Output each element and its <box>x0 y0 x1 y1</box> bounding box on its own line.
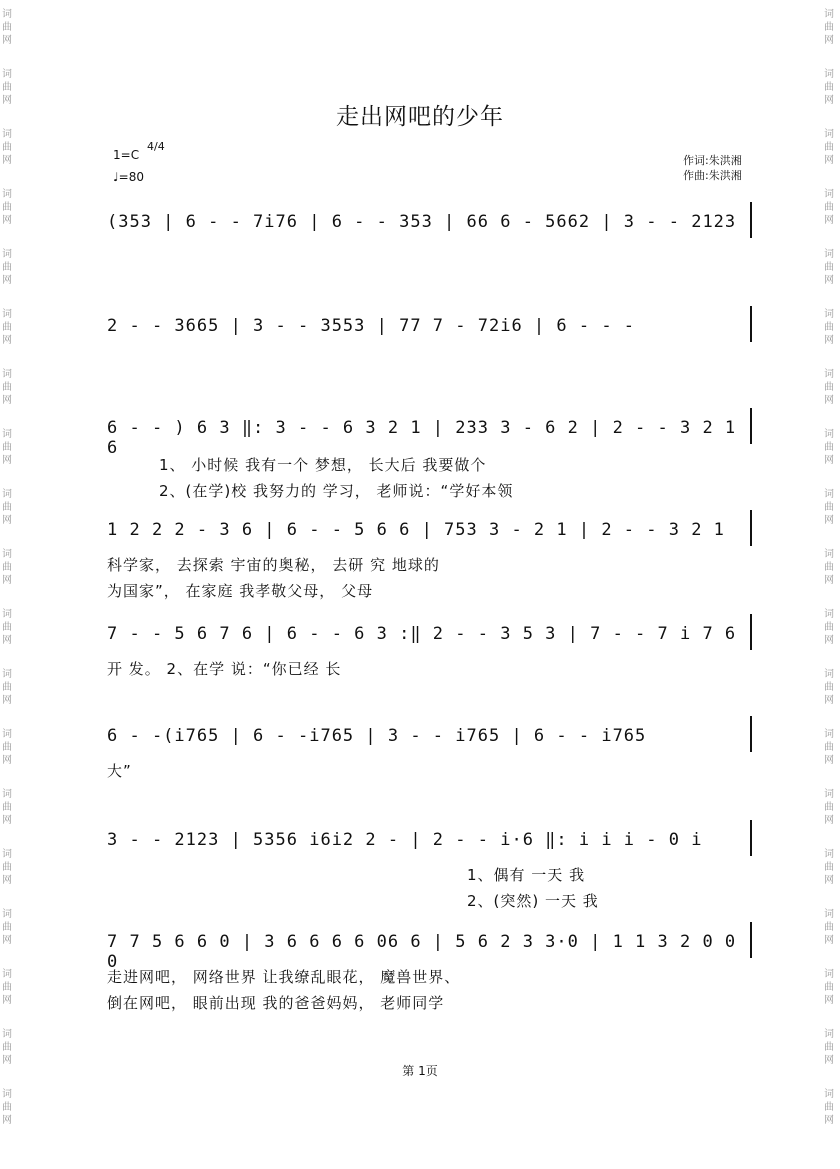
watermark-char: 词 <box>824 69 834 80</box>
watermark-char: 词 <box>824 669 834 680</box>
watermark-char: 曲 <box>2 1102 12 1113</box>
watermark-char: 网 <box>824 155 834 166</box>
watermark-char: 曲 <box>2 862 12 873</box>
watermark-char: 词 <box>824 909 834 920</box>
watermark-strip-right <box>822 0 840 1169</box>
watermark-char: 词 <box>2 9 12 20</box>
watermark-char: 词 <box>824 969 834 980</box>
barline <box>750 306 752 342</box>
notation-line: 7 7 5 6 6 0 | 3 6 6 6 6 06 6 | 5 6 2 3 3·0 | 1 1 3 2 0 0 0 <box>107 932 737 972</box>
barline <box>750 614 752 650</box>
watermark-char: 曲 <box>2 142 12 153</box>
watermark-char: 词 <box>2 669 12 680</box>
composer-credit: 作曲:朱洪湘 <box>683 169 742 182</box>
watermark-char: 网 <box>2 635 12 646</box>
score-row <box>107 618 757 678</box>
watermark-char: 网 <box>2 95 12 106</box>
watermark-char: 词 <box>2 369 12 380</box>
watermark-char: 网 <box>2 215 12 226</box>
watermark-char: 网 <box>2 755 12 766</box>
watermark-char: 网 <box>824 995 834 1006</box>
watermark-char: 曲 <box>824 322 834 333</box>
notation-line: 7 - - 5 6 7 6 | 6 - - 6 3 :‖ 2 - - 3 5 3 | 7 - - 7 i 7 6 <box>107 624 737 644</box>
watermark-char: 曲 <box>824 202 834 213</box>
watermark-char: 曲 <box>2 262 12 273</box>
watermark-char: 词 <box>2 249 12 260</box>
score-row <box>107 206 757 246</box>
watermark-char: 曲 <box>2 742 12 753</box>
watermark-char: 曲 <box>2 802 12 813</box>
watermark-char: 网 <box>2 575 12 586</box>
watermark-char: 网 <box>824 395 834 406</box>
watermark-char: 曲 <box>824 382 834 393</box>
watermark-char: 网 <box>2 1055 12 1066</box>
watermark-char: 词 <box>824 429 834 440</box>
watermark-char: 曲 <box>2 322 12 333</box>
song-title: 走出网吧的少年 <box>336 104 504 130</box>
notation-line: (353 | 6 - - 7i76 | 6 - - 353 | 66 6 - 5662 | 3 - - 2123 <box>107 212 737 232</box>
watermark-char: 曲 <box>824 622 834 633</box>
watermark-char: 网 <box>824 935 834 946</box>
lyricist-credit: 作词:朱洪湘 <box>683 154 742 167</box>
key-signature: 1=C <box>113 148 140 162</box>
barline <box>750 408 752 444</box>
watermark-char: 网 <box>824 515 834 526</box>
watermark-char: 词 <box>824 489 834 500</box>
lyric-verse-1: 走进网吧， 网络世界 让我缭乱眼花， 魔兽世界、 <box>107 968 461 986</box>
watermark-char: 曲 <box>824 742 834 753</box>
barline <box>750 820 752 856</box>
watermark-char: 词 <box>2 429 12 440</box>
watermark-char: 网 <box>824 875 834 886</box>
watermark-char: 曲 <box>2 202 12 213</box>
watermark-char: 词 <box>824 549 834 560</box>
watermark-char: 曲 <box>2 682 12 693</box>
watermark-char: 词 <box>2 1029 12 1040</box>
score-row <box>107 824 757 910</box>
watermark-char: 网 <box>824 1055 834 1066</box>
barline <box>750 510 752 546</box>
lyric-verse-1: 1、偶有 一天 我 <box>467 866 586 884</box>
watermark-char: 曲 <box>2 82 12 93</box>
watermark-char: 词 <box>824 1089 834 1100</box>
notation-line: 6 - - ) 6 3 ‖: 3 - - 6 3 2 1 | 233 3 - 6 2 | 2 - - 3 2 1 6 <box>107 418 737 458</box>
watermark-char: 网 <box>2 695 12 706</box>
lyric-verse-1: 大” <box>107 762 132 780</box>
watermark-char: 曲 <box>2 562 12 573</box>
watermark-char: 网 <box>2 515 12 526</box>
watermark-char: 曲 <box>824 562 834 573</box>
watermark-char: 曲 <box>824 922 834 933</box>
watermark-char: 词 <box>2 549 12 560</box>
watermark-char: 网 <box>824 1115 834 1126</box>
watermark-char: 网 <box>824 215 834 226</box>
watermark-char: 词 <box>2 849 12 860</box>
watermark-char: 网 <box>824 35 834 46</box>
watermark-char: 网 <box>2 455 12 466</box>
watermark-char: 词 <box>824 9 834 20</box>
watermark-char: 网 <box>824 695 834 706</box>
watermark-char: 词 <box>824 369 834 380</box>
watermark-char: 网 <box>2 815 12 826</box>
watermark-char: 曲 <box>824 142 834 153</box>
watermark-char: 网 <box>2 1115 12 1126</box>
watermark-char: 词 <box>2 909 12 920</box>
watermark-char: 词 <box>2 489 12 500</box>
notation-line: 2 - - 3665 | 3 - - 3553 | 77 7 - 72i6 | 6 - - - <box>107 316 636 336</box>
watermark-char: 词 <box>824 249 834 260</box>
watermark-char: 曲 <box>2 502 12 513</box>
watermark-char: 曲 <box>2 382 12 393</box>
watermark-char: 词 <box>2 309 12 320</box>
watermark-char: 词 <box>2 1089 12 1100</box>
watermark-char: 网 <box>824 815 834 826</box>
score-row <box>107 720 757 780</box>
score-row <box>107 926 757 1012</box>
watermark-char: 网 <box>2 155 12 166</box>
watermark-char: 曲 <box>824 682 834 693</box>
watermark-char: 网 <box>824 95 834 106</box>
barline <box>750 202 752 238</box>
watermark-char: 词 <box>824 609 834 620</box>
watermark-char: 网 <box>824 575 834 586</box>
watermark-char: 网 <box>824 635 834 646</box>
lyric-verse-2: 倒在网吧， 眼前出现 我的爸爸妈妈， 老师同学 <box>107 994 445 1012</box>
watermark-char: 网 <box>2 875 12 886</box>
watermark-strip-left <box>0 0 18 1169</box>
watermark-char: 网 <box>2 935 12 946</box>
watermark-char: 曲 <box>824 82 834 93</box>
barline <box>750 716 752 752</box>
lyric-verse-1: 1、 小时候 我有一个 梦想， 长大后 我要做个 <box>159 456 487 474</box>
score-row <box>107 514 757 600</box>
barline <box>750 922 752 958</box>
watermark-char: 词 <box>824 189 834 200</box>
watermark-char: 曲 <box>824 22 834 33</box>
watermark-char: 网 <box>824 275 834 286</box>
watermark-char: 曲 <box>2 442 12 453</box>
watermark-char: 曲 <box>824 862 834 873</box>
watermark-char: 词 <box>824 309 834 320</box>
watermark-char: 网 <box>2 35 12 46</box>
score-row <box>107 310 757 350</box>
watermark-char: 网 <box>2 395 12 406</box>
watermark-char: 网 <box>824 755 834 766</box>
watermark-char: 曲 <box>2 922 12 933</box>
notation-line: 6 - -(i765 | 6 - -i765 | 3 - - i765 | 6 - - i765 <box>107 726 647 746</box>
watermark-char: 曲 <box>824 442 834 453</box>
notation-line: 1 2 2 2 - 3 6 | 6 - - 5 6 6 | 753 3 - 2 1 | 2 - - 3 2 1 <box>107 520 725 540</box>
watermark-char: 网 <box>824 335 834 346</box>
watermark-char: 词 <box>2 189 12 200</box>
lyric-verse-1: 科学家， 去探索 宇宙的奥秘， 去研 究 地球的 <box>107 556 440 574</box>
watermark-char: 网 <box>824 455 834 466</box>
watermark-char: 曲 <box>824 1102 834 1113</box>
tempo-mark: ♩=80 <box>113 170 144 184</box>
watermark-char: 词 <box>824 789 834 800</box>
page-number: 第 1页 <box>402 1064 438 1078</box>
notation-line: 3 - - 2123 | 5356 i6i2 2 - | 2 - - i·6 ‖: i i i - 0 i <box>107 830 703 850</box>
watermark-char: 词 <box>2 969 12 980</box>
watermark-char: 词 <box>2 69 12 80</box>
lyric-verse-1: 开 发。 2、在学 说：“你已经 长 <box>107 660 342 678</box>
watermark-char: 曲 <box>824 262 834 273</box>
watermark-char: 曲 <box>2 22 12 33</box>
watermark-char: 网 <box>2 275 12 286</box>
watermark-char: 曲 <box>2 1042 12 1053</box>
watermark-char: 曲 <box>824 502 834 513</box>
watermark-char: 曲 <box>824 982 834 993</box>
watermark-char: 曲 <box>824 802 834 813</box>
watermark-char: 曲 <box>2 622 12 633</box>
watermark-char: 词 <box>2 789 12 800</box>
watermark-char: 词 <box>824 729 834 740</box>
watermark-char: 曲 <box>824 1042 834 1053</box>
watermark-char: 词 <box>824 1029 834 1040</box>
watermark-char: 词 <box>2 129 12 140</box>
watermark-char: 词 <box>2 729 12 740</box>
time-signature: 4/4 <box>147 140 165 153</box>
watermark-char: 词 <box>824 849 834 860</box>
lyric-verse-2: 2、(突然) 一天 我 <box>467 892 599 910</box>
watermark-char: 网 <box>2 995 12 1006</box>
lyric-verse-2: 2、(在学)校 我努力的 学习， 老师说：“学好本领 <box>159 482 514 500</box>
watermark-char: 词 <box>824 129 834 140</box>
lyric-verse-2: 为国家”， 在家庭 我孝敬父母， 父母 <box>107 582 374 600</box>
watermark-char: 曲 <box>2 982 12 993</box>
watermark-char: 网 <box>2 335 12 346</box>
watermark-char: 词 <box>2 609 12 620</box>
score-row <box>107 412 757 500</box>
